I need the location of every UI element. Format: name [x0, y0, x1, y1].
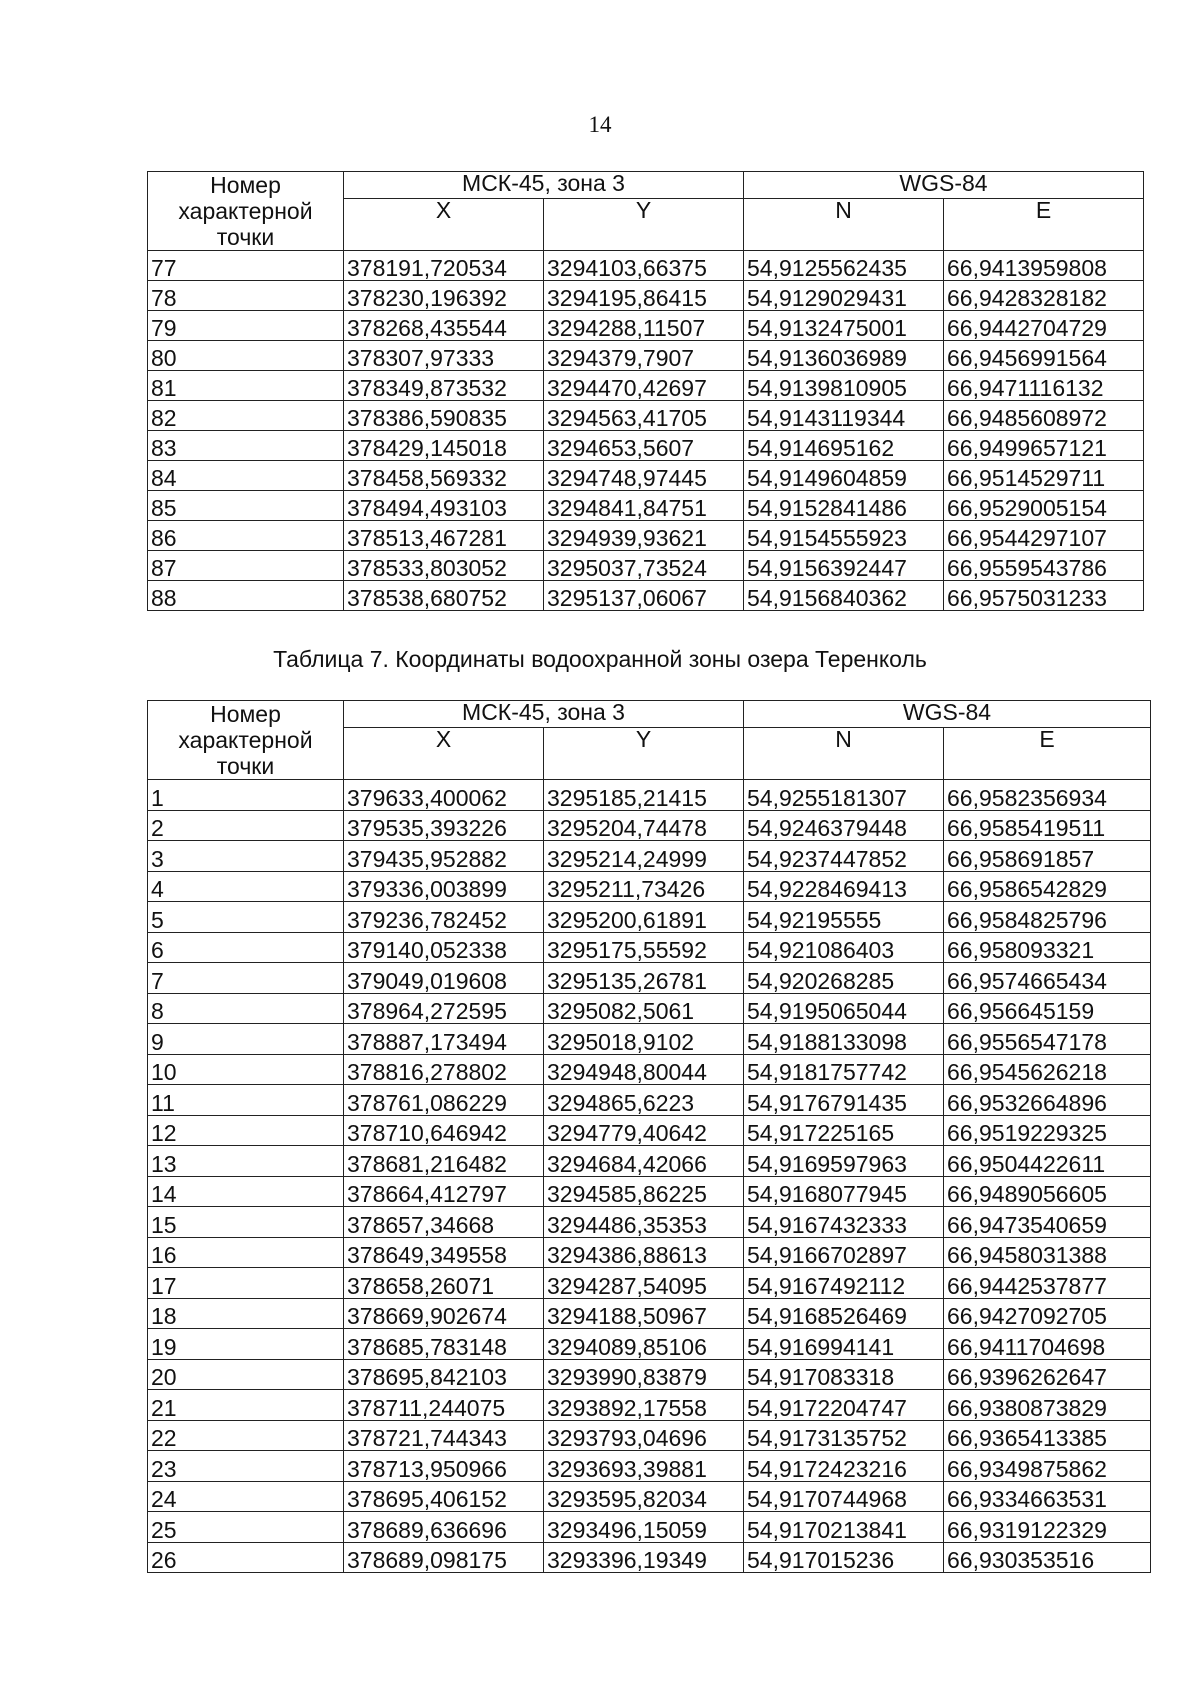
e-cell: 66,9442537877	[944, 1268, 1151, 1299]
n-cell: 54,9168077945	[744, 1176, 944, 1207]
table-row	[148, 1207, 1151, 1238]
y-cell: 3295214,24999	[544, 841, 744, 872]
point-number-cell: 23	[148, 1451, 344, 1482]
e-cell: 66,9499657121	[944, 431, 1144, 461]
n-cell: 54,9152841486	[744, 491, 944, 521]
y-cell: 3295135,26781	[544, 963, 744, 994]
table-row	[148, 581, 1144, 611]
n-cell: 54,9228469413	[744, 871, 944, 902]
table-row	[148, 311, 1144, 341]
e-cell: 66,9532664896	[944, 1085, 1151, 1116]
x-cell: 378689,636696	[344, 1512, 544, 1543]
x-cell: 378268,435544	[344, 311, 544, 341]
x-header: X	[344, 728, 544, 780]
e-cell: 66,9575031233	[944, 581, 1144, 611]
x-cell: 378721,744343	[344, 1420, 544, 1451]
e-cell: 66,9396262647	[944, 1359, 1151, 1390]
x-cell: 379236,782452	[344, 902, 544, 933]
y-cell: 3294684,42066	[544, 1146, 744, 1177]
point-number-cell: 18	[148, 1298, 344, 1329]
x-cell: 379049,019608	[344, 963, 544, 994]
n-cell: 54,914695162	[744, 431, 944, 461]
n-cell: 54,9237447852	[744, 841, 944, 872]
x-cell: 379435,952882	[344, 841, 544, 872]
x-header: X	[344, 199, 544, 251]
y-cell: 3293496,15059	[544, 1512, 744, 1543]
table-row	[148, 1176, 1151, 1207]
e-cell: 66,9334663531	[944, 1481, 1151, 1512]
point-number-cell: 5	[148, 902, 344, 933]
y-cell: 3294563,41705	[544, 401, 744, 431]
x-cell: 378513,467281	[344, 521, 544, 551]
table-row	[148, 1481, 1151, 1512]
x-cell: 378533,803052	[344, 551, 544, 581]
n-cell: 54,9168526469	[744, 1298, 944, 1329]
table-row	[148, 1115, 1151, 1146]
x-cell: 378538,680752	[344, 581, 544, 611]
e-cell: 66,930353516	[944, 1542, 1151, 1573]
y-cell: 3295018,9102	[544, 1024, 744, 1055]
n-cell: 54,917225165	[744, 1115, 944, 1146]
y-cell: 3295200,61891	[544, 902, 744, 933]
point-number-cell: 88	[148, 581, 344, 611]
point-number-cell: 24	[148, 1481, 344, 1512]
e-cell: 66,9529005154	[944, 491, 1144, 521]
y-cell: 3293892,17558	[544, 1390, 744, 1421]
wgs-header: WGS-84	[744, 172, 1144, 199]
y-cell: 3294585,86225	[544, 1176, 744, 1207]
point-number-cell: 19	[148, 1329, 344, 1360]
point-number-cell: 9	[148, 1024, 344, 1055]
y-cell: 3294379,7907	[544, 341, 744, 371]
point-number-cell: 8	[148, 993, 344, 1024]
y-cell: 3294865,6223	[544, 1085, 744, 1116]
table-row	[148, 1451, 1151, 1482]
n-cell: 54,9195065044	[744, 993, 944, 1024]
e-cell: 66,958093321	[944, 932, 1151, 963]
n-cell: 54,9154555923	[744, 521, 944, 551]
table-row	[148, 810, 1151, 841]
y-cell: 3293396,19349	[544, 1542, 744, 1573]
e-cell: 66,9319122329	[944, 1512, 1151, 1543]
e-cell: 66,9365413385	[944, 1420, 1151, 1451]
x-cell: 378349,873532	[344, 371, 544, 401]
msk-header: МСК-45, зона 3	[344, 172, 744, 199]
y-cell: 3294939,93621	[544, 521, 744, 551]
point-number-cell: 6	[148, 932, 344, 963]
x-cell: 378307,97333	[344, 341, 544, 371]
y-cell: 3294103,66375	[544, 251, 744, 281]
e-cell: 66,9349875862	[944, 1451, 1151, 1482]
y-cell: 3294948,80044	[544, 1054, 744, 1085]
e-cell: 66,9556547178	[944, 1024, 1151, 1055]
e-cell: 66,9545626218	[944, 1054, 1151, 1085]
e-cell: 66,9585419511	[944, 810, 1151, 841]
point-number-cell: 21	[148, 1390, 344, 1421]
n-cell: 54,9156840362	[744, 581, 944, 611]
e-cell: 66,9442704729	[944, 311, 1144, 341]
point-number-header: Номер характерной точки	[148, 701, 344, 780]
n-cell: 54,9246379448	[744, 810, 944, 841]
point-number-cell: 85	[148, 491, 344, 521]
e-cell: 66,9559543786	[944, 551, 1144, 581]
table-row	[148, 1268, 1151, 1299]
x-cell: 378658,26071	[344, 1268, 544, 1299]
table-row	[148, 1542, 1151, 1573]
n-cell: 54,917083318	[744, 1359, 944, 1390]
x-cell: 378669,902674	[344, 1298, 544, 1329]
point-number-cell: 81	[148, 371, 344, 401]
n-cell: 54,9173135752	[744, 1420, 944, 1451]
table-row	[148, 521, 1144, 551]
point-number-cell: 26	[148, 1542, 344, 1573]
point-number-cell: 86	[148, 521, 344, 551]
n-cell: 54,9172204747	[744, 1390, 944, 1421]
table1-body	[148, 251, 1144, 611]
point-number-cell: 20	[148, 1359, 344, 1390]
table-row	[148, 1024, 1151, 1055]
e-cell: 66,9411704698	[944, 1329, 1151, 1360]
table-row	[148, 1512, 1151, 1543]
y-cell: 3294287,54095	[544, 1268, 744, 1299]
table-row	[148, 461, 1144, 491]
n-cell: 54,917015236	[744, 1542, 944, 1573]
n-cell: 54,9181757742	[744, 1054, 944, 1085]
n-cell: 54,9169597963	[744, 1146, 944, 1177]
point-number-cell: 1	[148, 780, 344, 811]
point-number-cell: 25	[148, 1512, 344, 1543]
x-cell: 379535,393226	[344, 810, 544, 841]
n-cell: 54,9136036989	[744, 341, 944, 371]
point-number-cell: 79	[148, 311, 344, 341]
table-header-row	[148, 701, 1151, 728]
x-cell: 378887,173494	[344, 1024, 544, 1055]
point-number-cell: 15	[148, 1207, 344, 1238]
y-cell: 3295185,21415	[544, 780, 744, 811]
y-cell: 3294386,88613	[544, 1237, 744, 1268]
point-number-cell: 2	[148, 810, 344, 841]
point-number-cell: 17	[148, 1268, 344, 1299]
point-number-header: Номер характерной точки	[148, 172, 344, 251]
x-cell: 378386,590835	[344, 401, 544, 431]
point-number-cell: 10	[148, 1054, 344, 1085]
y-cell: 3294188,50967	[544, 1298, 744, 1329]
x-cell: 378494,493103	[344, 491, 544, 521]
table-caption: Таблица 7. Координаты водоохранной зоны озера Теренколь	[273, 646, 927, 672]
e-cell: 66,956645159	[944, 993, 1151, 1024]
y-cell: 3294195,86415	[544, 281, 744, 311]
table-row	[148, 1085, 1151, 1116]
table-row	[148, 1390, 1151, 1421]
table-row	[148, 1237, 1151, 1268]
table-row	[148, 993, 1151, 1024]
table-row	[148, 1298, 1151, 1329]
x-cell: 378964,272595	[344, 993, 544, 1024]
n-cell: 54,92195555	[744, 902, 944, 933]
n-header: N	[744, 199, 944, 251]
y-cell: 3295204,74478	[544, 810, 744, 841]
y-header: Y	[544, 728, 744, 780]
point-number-cell: 4	[148, 871, 344, 902]
n-header: N	[744, 728, 944, 780]
x-cell: 378711,244075	[344, 1390, 544, 1421]
point-number-cell: 22	[148, 1420, 344, 1451]
n-cell: 54,9172423216	[744, 1451, 944, 1482]
table-row	[148, 1420, 1151, 1451]
y-cell: 3294470,42697	[544, 371, 744, 401]
point-number-cell: 11	[148, 1085, 344, 1116]
point-number-cell: 3	[148, 841, 344, 872]
point-number-cell: 84	[148, 461, 344, 491]
table-row	[148, 932, 1151, 963]
x-cell: 378681,216482	[344, 1146, 544, 1177]
point-number-cell: 80	[148, 341, 344, 371]
table-row	[148, 780, 1151, 811]
n-cell: 54,9139810905	[744, 371, 944, 401]
y-cell: 3295082,5061	[544, 993, 744, 1024]
y-cell: 3295037,73524	[544, 551, 744, 581]
y-cell: 3293793,04696	[544, 1420, 744, 1451]
y-cell: 3293990,83879	[544, 1359, 744, 1390]
point-number-cell: 77	[148, 251, 344, 281]
n-cell: 54,9132475001	[744, 311, 944, 341]
y-cell: 3294288,11507	[544, 311, 744, 341]
e-cell: 66,9458031388	[944, 1237, 1151, 1268]
e-cell: 66,958691857	[944, 841, 1151, 872]
e-cell: 66,9456991564	[944, 341, 1144, 371]
table-row	[148, 281, 1144, 311]
table-row	[148, 841, 1151, 872]
x-cell: 378649,349558	[344, 1237, 544, 1268]
e-cell: 66,9413959808	[944, 251, 1144, 281]
table-row	[148, 1359, 1151, 1390]
n-cell: 54,9167432333	[744, 1207, 944, 1238]
e-header: E	[944, 728, 1151, 780]
point-number-cell: 13	[148, 1146, 344, 1177]
table-row	[148, 491, 1144, 521]
point-number-cell: 82	[148, 401, 344, 431]
coordinates-table-continued	[147, 171, 1144, 611]
x-cell: 378685,783148	[344, 1329, 544, 1360]
e-cell: 66,9586542829	[944, 871, 1151, 902]
x-cell: 379336,003899	[344, 871, 544, 902]
point-number-cell: 14	[148, 1176, 344, 1207]
n-cell: 54,9188133098	[744, 1024, 944, 1055]
x-cell: 378191,720534	[344, 251, 544, 281]
point-number-cell: 7	[148, 963, 344, 994]
e-cell: 66,9504422611	[944, 1146, 1151, 1177]
y-cell: 3295175,55592	[544, 932, 744, 963]
n-cell: 54,9129029431	[744, 281, 944, 311]
table-row	[148, 251, 1144, 281]
table-row	[148, 1329, 1151, 1360]
table-row	[148, 1146, 1151, 1177]
e-cell: 66,9574665434	[944, 963, 1151, 994]
table-row	[148, 431, 1144, 461]
n-cell: 54,9167492112	[744, 1268, 944, 1299]
point-number-cell: 12	[148, 1115, 344, 1146]
page-number: 14	[588, 112, 612, 137]
table-row	[148, 371, 1144, 401]
x-cell: 378664,412797	[344, 1176, 544, 1207]
e-cell: 66,9519229325	[944, 1115, 1151, 1146]
n-cell: 54,9156392447	[744, 551, 944, 581]
n-cell: 54,9170213841	[744, 1512, 944, 1543]
x-cell: 378429,145018	[344, 431, 544, 461]
coordinates-table-7	[147, 700, 1151, 1573]
y-cell: 3294653,5607	[544, 431, 744, 461]
wgs-header: WGS-84	[744, 701, 1151, 728]
x-cell: 379140,052338	[344, 932, 544, 963]
table-row	[148, 551, 1144, 581]
point-number-cell: 83	[148, 431, 344, 461]
e-cell: 66,9489056605	[944, 1176, 1151, 1207]
e-cell: 66,9473540659	[944, 1207, 1151, 1238]
x-cell: 378816,278802	[344, 1054, 544, 1085]
table-row	[148, 1054, 1151, 1085]
n-cell: 54,9166702897	[744, 1237, 944, 1268]
y-cell: 3294779,40642	[544, 1115, 744, 1146]
y-cell: 3294089,85106	[544, 1329, 744, 1360]
table2-body	[148, 780, 1151, 1573]
y-cell: 3294841,84751	[544, 491, 744, 521]
x-cell: 378761,086229	[344, 1085, 544, 1116]
y-cell: 3295137,06067	[544, 581, 744, 611]
n-cell: 54,9149604859	[744, 461, 944, 491]
e-cell: 66,9427092705	[944, 1298, 1151, 1329]
n-cell: 54,920268285	[744, 963, 944, 994]
e-cell: 66,9514529711	[944, 461, 1144, 491]
point-number-cell: 16	[148, 1237, 344, 1268]
n-cell: 54,921086403	[744, 932, 944, 963]
table-row	[148, 902, 1151, 933]
x-cell: 378230,196392	[344, 281, 544, 311]
e-cell: 66,9544297107	[944, 521, 1144, 551]
table-row	[148, 401, 1144, 431]
table-row	[148, 871, 1151, 902]
e-cell: 66,9380873829	[944, 1390, 1151, 1421]
x-cell: 378695,842103	[344, 1359, 544, 1390]
point-number-cell: 87	[148, 551, 344, 581]
y-cell: 3293693,39881	[544, 1451, 744, 1482]
e-cell: 66,9582356934	[944, 780, 1151, 811]
table-row	[148, 341, 1144, 371]
x-cell: 378713,950966	[344, 1451, 544, 1482]
e-cell: 66,9428328182	[944, 281, 1144, 311]
e-cell: 66,9584825796	[944, 902, 1151, 933]
x-cell: 378657,34668	[344, 1207, 544, 1238]
e-cell: 66,9485608972	[944, 401, 1144, 431]
n-cell: 54,916994141	[744, 1329, 944, 1360]
x-cell: 378689,098175	[344, 1542, 544, 1573]
table-row	[148, 963, 1151, 994]
x-cell: 378710,646942	[344, 1115, 544, 1146]
n-cell: 54,9125562435	[744, 251, 944, 281]
y-header: Y	[544, 199, 744, 251]
table-header-row	[148, 172, 1144, 199]
x-cell: 378458,569332	[344, 461, 544, 491]
e-header: E	[944, 199, 1144, 251]
n-cell: 54,9143119344	[744, 401, 944, 431]
y-cell: 3295211,73426	[544, 871, 744, 902]
n-cell: 54,9255181307	[744, 780, 944, 811]
point-number-cell: 78	[148, 281, 344, 311]
msk-header: МСК-45, зона 3	[344, 701, 744, 728]
e-cell: 66,9471116132	[944, 371, 1144, 401]
x-cell: 379633,400062	[344, 780, 544, 811]
y-cell: 3294748,97445	[544, 461, 744, 491]
x-cell: 378695,406152	[344, 1481, 544, 1512]
n-cell: 54,9176791435	[744, 1085, 944, 1116]
y-cell: 3294486,35353	[544, 1207, 744, 1238]
y-cell: 3293595,82034	[544, 1481, 744, 1512]
n-cell: 54,9170744968	[744, 1481, 944, 1512]
